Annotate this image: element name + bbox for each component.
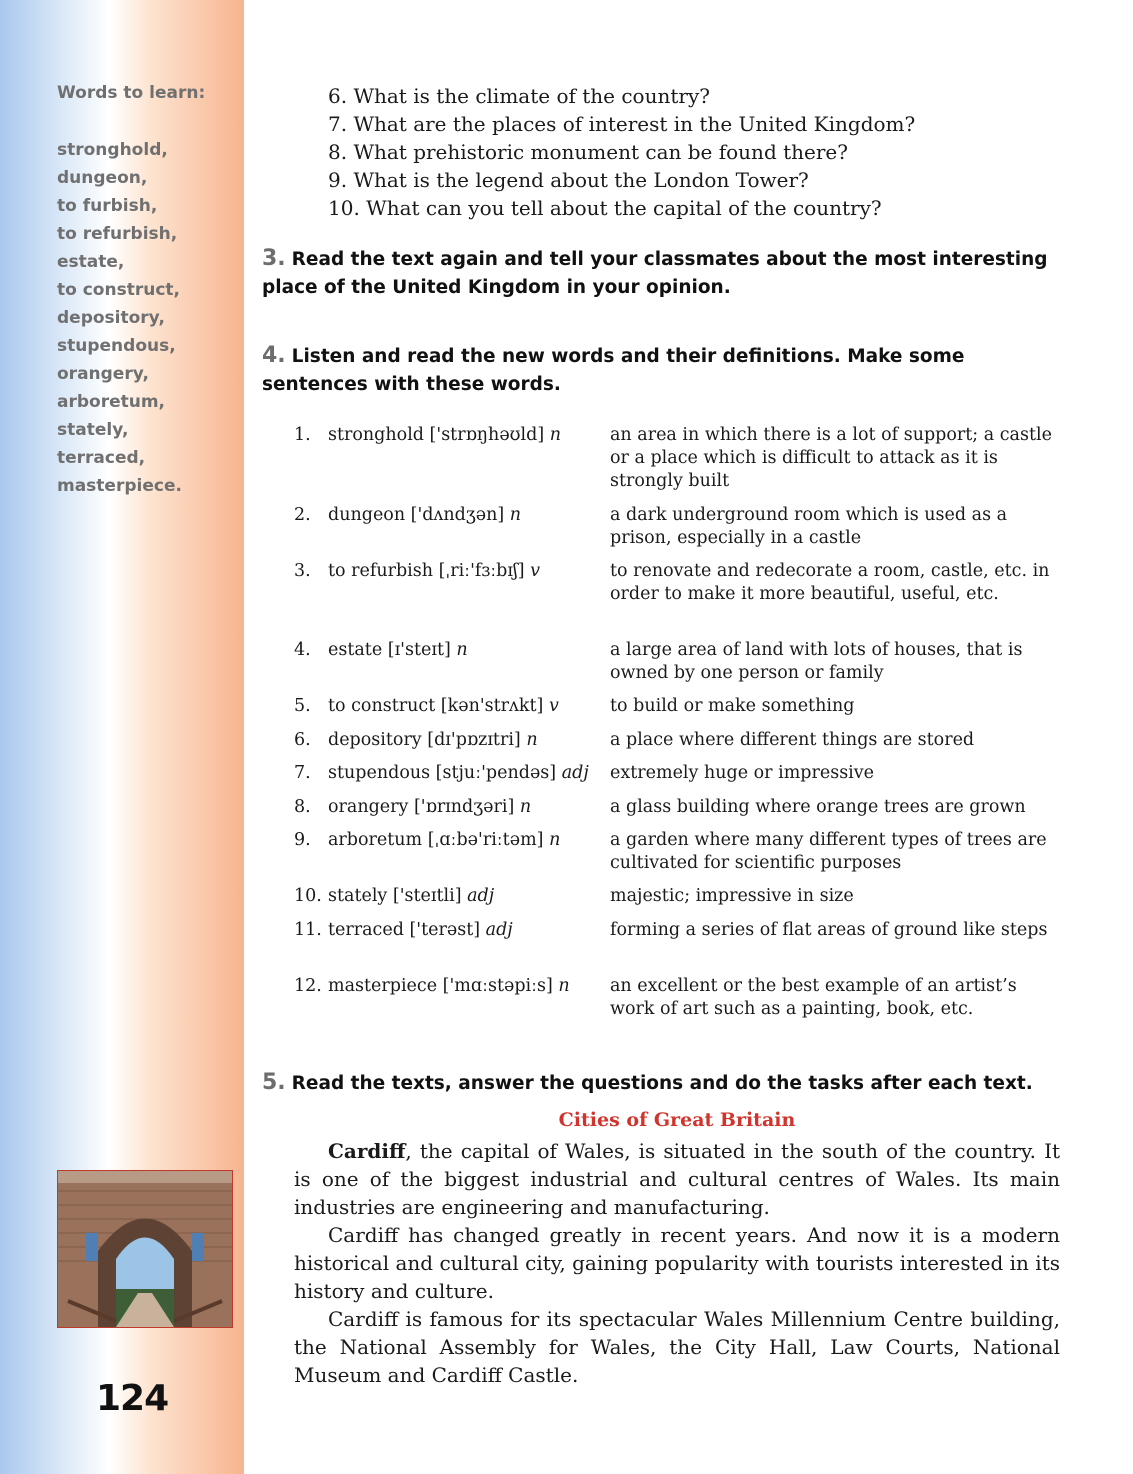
vocab-number: 9. <box>294 830 311 850</box>
word-item: dungeon, <box>57 168 148 188</box>
task-text: Read the text again and tell your classmates about the most interesting place of the United Kingdom in your opinion. <box>262 249 1048 298</box>
paragraph: Cardiff is famous for its spectacular Wales Millennium Centre building, the National Assembly for Wales, the City Hall, Law Courts, National Museum and Cardiff Castle. <box>294 1307 1060 1387</box>
vocab-word: estate [ɪ'steɪt] n <box>328 640 468 660</box>
vocab-definition: an area in which there is a lot of support; a castle or a place which is difficult to attack as it is strongly built <box>610 425 1052 491</box>
word-item: depository, <box>57 308 165 328</box>
word-item: to furbish, <box>57 196 158 216</box>
vocab-number: 2. <box>294 505 311 525</box>
vocab-word: to construct [kən'strʌkt] v <box>328 696 559 716</box>
task-number: 4. <box>262 343 286 368</box>
word-item: masterpiece. <box>57 476 182 496</box>
vocab-number: 5. <box>294 696 311 716</box>
question-item: 9. What is the legend about the London Tower? <box>328 168 809 192</box>
word-item: stronghold, <box>57 140 168 160</box>
task-number: 3. <box>262 246 286 271</box>
vocab-number: 11. <box>294 920 322 940</box>
word-item: stupendous, <box>57 336 176 356</box>
word-item: arboretum, <box>57 392 166 412</box>
reading-text <box>294 1137 1060 1389</box>
vocab-number: 3. <box>294 561 311 581</box>
vocab-number: 8. <box>294 797 311 817</box>
question-item: 8. What prehistoric monument can be found there? <box>328 140 848 164</box>
word-item: terraced, <box>57 448 146 468</box>
question-item: 6. What is the climate of the country? <box>328 84 710 108</box>
vocab-definition: a place where different things are stored <box>610 730 975 750</box>
vocab-number: 7. <box>294 763 311 783</box>
vocab-definition: an excellent or the best example of an artist’s work of art such as a painting, book, etc. <box>610 976 1017 1019</box>
vocab-definition: a glass building where orange trees are grown <box>610 797 1026 817</box>
vocab-number: 4. <box>294 640 311 660</box>
question-item: 10. What can you tell about the capital of the country? <box>328 196 882 220</box>
vocab-definition: majestic; impressive in size <box>610 886 854 906</box>
paragraph: Cardiff has changed greatly in recent years. And now it is a modern historical and cultural city, gaining popularity with tourists interested in its history and culture. <box>294 1223 1060 1303</box>
question-item: 7. What are the places of interest in the United Kingdom? <box>328 112 916 136</box>
reading-title: Cities of Great Britain <box>558 1109 796 1131</box>
vocab-definition: to renovate and redecorate a room, castle, etc. in order to make it more beautiful, useful, etc. <box>610 561 1050 604</box>
vocab-word: orangery ['ɒrɪndʒəri] n <box>328 797 532 817</box>
vocab-definition: to build or make something <box>610 696 855 716</box>
page-number: 124 <box>96 1378 169 1419</box>
vocab-definition: a dark underground room which is used as a prison, especially in a castle <box>610 505 1008 548</box>
castle-gate-photo <box>57 1170 233 1328</box>
words-to-learn-list <box>57 139 182 503</box>
vocab-number: 10. <box>294 886 322 906</box>
task-5 <box>262 1069 1062 1098</box>
vocab-number: 1. <box>294 425 311 445</box>
vocab-word: masterpiece ['mɑːstəpiːs] n <box>328 976 570 996</box>
task-text: Read the texts, answer the questions and do the tasks after each text. <box>291 1073 1033 1094</box>
vocab-definition: a large area of land with lots of houses, that is owned by one person or family <box>610 640 1023 683</box>
city-name: Cardiff <box>328 1139 406 1163</box>
word-item: stately, <box>57 420 129 440</box>
vocab-word: dungeon ['dʌndʒən] n <box>328 505 522 525</box>
paragraph: Cardiff, the capital of Wales, is situated in the south of the country. It is one of the biggest industrial and cultural centres of Wales. Its main industries are engineering and manufacturing. <box>294 1139 1060 1219</box>
vocab-word: arboretum [ˌɑːbə'riːtəm] n <box>328 830 561 850</box>
vocab-word: stronghold ['strɒŋhəʊld] n <box>328 425 562 445</box>
vocab-definition: a garden where many different types of trees are cultivated for scientific purposes <box>610 830 1047 873</box>
vocab-definition: forming a series of flat areas of ground like steps <box>610 920 1048 940</box>
vocab-number: 6. <box>294 730 311 750</box>
task-3 <box>262 245 1062 302</box>
task-number: 5. <box>262 1070 286 1095</box>
word-item: orangery, <box>57 364 149 384</box>
questions-list <box>328 82 915 222</box>
vocab-word: depository [dɪ'pɒzɪtri] n <box>328 730 538 750</box>
word-item: to refurbish, <box>57 224 178 244</box>
word-item: estate, <box>57 252 125 272</box>
words-to-learn-title: Words to learn: <box>57 83 206 103</box>
vocab-word: stately ['steɪtli] adj <box>328 886 495 906</box>
vocab-word: terraced ['terəst] adj <box>328 920 513 940</box>
task-text: Listen and read the new words and their definitions. Make some sentences with these words. <box>262 346 965 395</box>
task-4 <box>262 342 1062 399</box>
word-item: to construct, <box>57 280 180 300</box>
vocab-definition: extremely huge or impressive <box>610 763 875 783</box>
vocab-word: to refurbish [ˌriː'fɜːbɪʃ] v <box>328 561 541 581</box>
vocab-word: stupendous [stjuː'pendəs] adj <box>328 763 589 783</box>
vocab-number: 12. <box>294 976 322 996</box>
